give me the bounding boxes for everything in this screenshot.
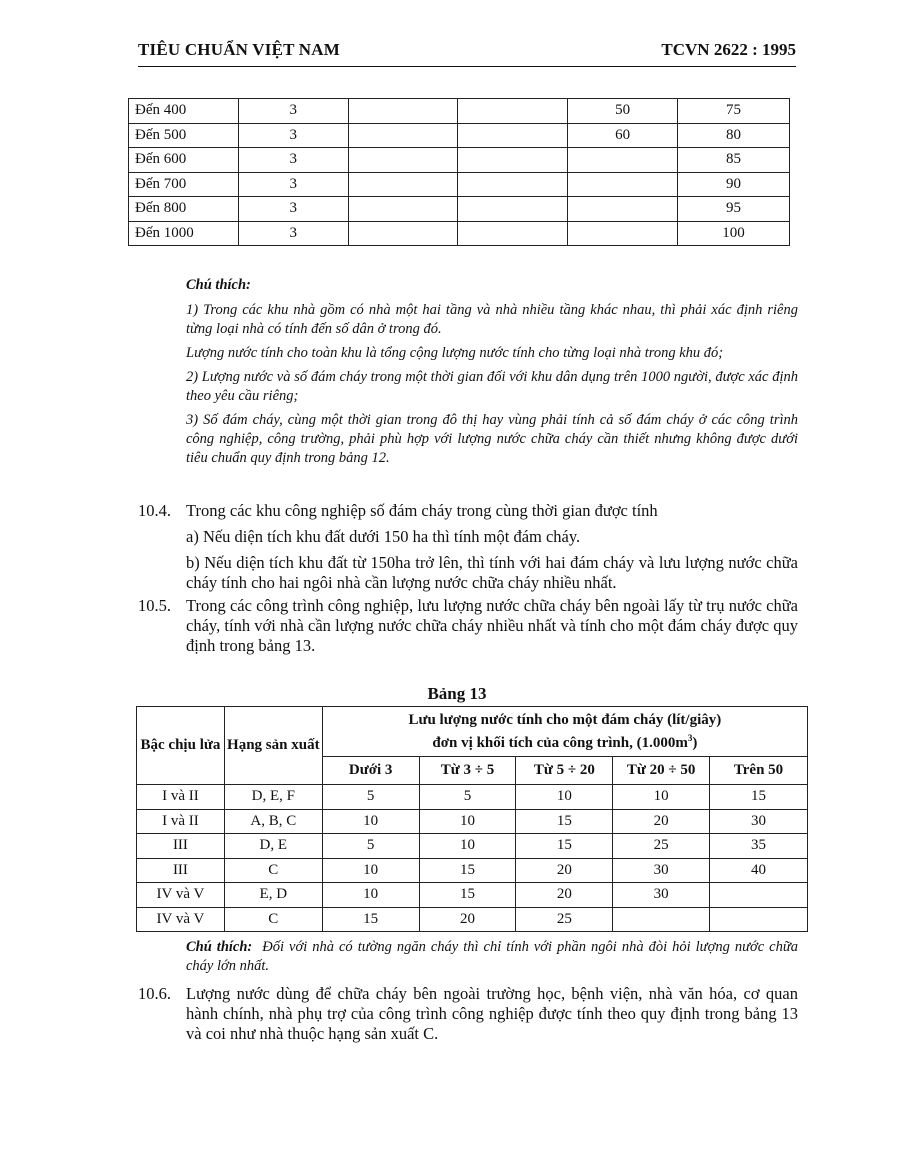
table-cell: 95 xyxy=(678,197,790,222)
table-cell: 20 xyxy=(516,883,613,908)
table-cell: Đến 1000 xyxy=(129,221,239,246)
table-13 xyxy=(136,706,808,932)
table-cell xyxy=(348,123,458,148)
table-cell xyxy=(613,907,710,932)
table-cell: 10 xyxy=(516,785,613,810)
section-10-5 xyxy=(138,596,798,656)
table-cell: Đến 800 xyxy=(129,197,239,222)
table-cell: 10 xyxy=(419,834,516,859)
header-fire-resistance: Bậc chịu lửa xyxy=(137,707,225,785)
table-row xyxy=(129,99,790,124)
table-cell: 3 xyxy=(238,221,348,246)
table-cell: 15 xyxy=(419,858,516,883)
section-item-b: b) Nếu diện tích khu đất từ 150ha trở lên, thì tính với hai đám cháy và lưu lượng nước chữa cháy tính cho hai ngôi nhà cần lượng nước chữa cháy nhiều nhất. xyxy=(186,553,798,592)
table-row xyxy=(129,197,790,222)
subheader-volume-range: Từ 5 ÷ 20 xyxy=(516,757,613,785)
table-cell: 3 xyxy=(238,197,348,222)
note-1b: Lượng nước tính cho toàn khu là tổng cộng lượng nước tính cho từng loại nhà trong khu đó; xyxy=(186,345,724,361)
table-cell: 85 xyxy=(678,148,790,173)
note-2: 2) Lượng nước và số đám cháy trong một thời gian đối với khu dân dụng trên 1000 người, được xác định theo yêu cầu riêng; xyxy=(186,369,798,404)
table-cell: 10 xyxy=(322,809,419,834)
table-cell: IV và V xyxy=(137,907,225,932)
table-row xyxy=(137,858,808,883)
section-10-6 xyxy=(138,984,798,1044)
table-row xyxy=(137,785,808,810)
table-cell xyxy=(458,148,568,173)
header-flow-line-1: Lưu lượng nước tính cho một đám cháy (lít/giây) xyxy=(408,711,722,728)
superscript: 3 xyxy=(687,732,693,743)
table-cell xyxy=(348,172,458,197)
table-cell: 3 xyxy=(238,123,348,148)
table-cell: 25 xyxy=(613,834,710,859)
table-cell: 30 xyxy=(613,858,710,883)
table-cell xyxy=(348,148,458,173)
table-cell: III xyxy=(137,858,225,883)
table-cell xyxy=(348,99,458,124)
table-cell: Đến 700 xyxy=(129,172,239,197)
table-row xyxy=(129,123,790,148)
note-3: 3) Số đám cháy, cùng một thời gian trong đô thị hay vùng phải tính cả số đám cháy ở các công trình công nghiệp, công trường, phải phù hợp với lượng nước chữa cháy cần thiết nhưng không được dưới tiêu chuẩn quy định trong bảng 12. xyxy=(186,412,798,466)
header-flow-line-2: đơn vị khối tích của công trình, $(1.000m^3)$ xyxy=(432,732,698,751)
table-cell: III xyxy=(137,834,225,859)
table-12-continued xyxy=(128,98,790,246)
table-cell: 80 xyxy=(678,123,790,148)
table-cell: 5 xyxy=(419,785,516,810)
table-row xyxy=(129,172,790,197)
section-number: 10.5. xyxy=(138,596,171,615)
table-cell: 10 xyxy=(419,809,516,834)
table-row xyxy=(137,809,808,834)
table-cell xyxy=(458,123,568,148)
table-13-note xyxy=(186,938,798,976)
table-cell: E, D xyxy=(224,883,322,908)
table-cell: 15 xyxy=(322,907,419,932)
table-cell: 20 xyxy=(419,907,516,932)
table-cell xyxy=(568,172,678,197)
table-13-caption: Bảng 13 xyxy=(427,684,487,703)
header-rule xyxy=(138,66,796,67)
table-cell xyxy=(568,197,678,222)
table-cell: 15 xyxy=(419,883,516,908)
section-number: 10.6. xyxy=(138,984,171,1003)
table-row xyxy=(137,883,808,908)
table-cell: 5 xyxy=(322,785,419,810)
subheader-volume-range: Trên 50 xyxy=(710,757,808,785)
subheader-volume-range: Từ 3 ÷ 5 xyxy=(419,757,516,785)
table-row xyxy=(137,907,808,932)
table-cell: 15 xyxy=(516,809,613,834)
section-number: 10.4. xyxy=(138,501,171,520)
table-row xyxy=(137,834,808,859)
section-text: Lượng nước dùng để chữa cháy bên ngoài trường học, bệnh viện, nhà văn hóa, cơ quan hành chính, nhà phụ trợ của công trình công nghiệp được tính theo quy định trong bảng 13 và coi như nhà thuộc hạng sản xuất C. xyxy=(186,984,798,1043)
table-cell xyxy=(458,172,568,197)
table-cell: 10 xyxy=(322,858,419,883)
table-cell: 30 xyxy=(613,883,710,908)
notes-title: Chú thích: xyxy=(186,277,251,293)
subheader-volume-range: Từ 20 ÷ 50 xyxy=(613,757,710,785)
table-cell xyxy=(568,221,678,246)
table-cell xyxy=(348,197,458,222)
table-cell xyxy=(458,197,568,222)
table-cell xyxy=(710,907,808,932)
table-cell: 20 xyxy=(613,809,710,834)
section-item-a: a) Nếu diện tích khu đất dưới 150 ha thì tính một đám cháy. xyxy=(186,527,581,546)
table-cell: Đến 500 xyxy=(129,123,239,148)
table-cell: 25 xyxy=(516,907,613,932)
header-production-class: Hạng sản xuất xyxy=(224,707,322,785)
table-cell: 15 xyxy=(710,785,808,810)
table-cell: 10 xyxy=(613,785,710,810)
table-cell: 5 xyxy=(322,834,419,859)
table-cell: I và II xyxy=(137,809,225,834)
table-cell: 30 xyxy=(710,809,808,834)
table-cell: 15 xyxy=(516,834,613,859)
header-standard-code: TCVN 2622 : 1995 xyxy=(661,40,796,59)
table-cell: D, E, F xyxy=(224,785,322,810)
page-header xyxy=(138,38,796,64)
notes-title: Chú thích: xyxy=(186,939,253,955)
table-cell xyxy=(348,221,458,246)
table-cell xyxy=(710,883,808,908)
table-cell: 10 xyxy=(322,883,419,908)
subheader-volume-range: Dưới 3 xyxy=(322,757,419,785)
header-standard-title: TIÊU CHUẨN VIỆT NAM xyxy=(138,40,341,59)
table-cell: 60 xyxy=(568,123,678,148)
table-12-notes xyxy=(186,276,798,473)
table-cell: D, E xyxy=(224,834,322,859)
table-cell: 3 xyxy=(238,172,348,197)
table-cell: Đến 600 xyxy=(129,148,239,173)
table-cell: 40 xyxy=(710,858,808,883)
table-row xyxy=(129,148,790,173)
table-cell xyxy=(458,221,568,246)
note-text: Đối với nhà có tường ngăn cháy thì chỉ tính với phần ngôi nhà đòi hỏi lượng nước chữa cháy lớn nhất. xyxy=(186,939,799,974)
table-cell: 90 xyxy=(678,172,790,197)
table-cell: A, B, C xyxy=(224,809,322,834)
section-text: Trong các công trình công nghiệp, lưu lượng nước chữa cháy bên ngoài lấy từ trụ nước chữa cháy, tính với nhà cần lượng nước chữa cháy nhiều nhất và tính cho một đám cháy được quy định trong bảng 13. xyxy=(186,596,798,655)
table-cell: 75 xyxy=(678,99,790,124)
note-1: 1) Trong các khu nhà gồm có nhà một hai tầng và nhà nhiều tầng khác nhau, thì phải xác định riêng từng loại nhà có tính đến số dân ở trong đó. xyxy=(186,302,798,337)
table-cell: IV và V xyxy=(137,883,225,908)
table-cell: C xyxy=(224,907,322,932)
table-cell: 20 xyxy=(516,858,613,883)
table-row xyxy=(129,221,790,246)
table-cell: Đến 400 xyxy=(129,99,239,124)
section-text: Trong các khu công nghiệp số đám cháy trong cùng thời gian được tính xyxy=(186,501,658,520)
table-cell: C xyxy=(224,858,322,883)
table-cell: I và II xyxy=(137,785,225,810)
table-cell xyxy=(568,148,678,173)
table-cell: 3 xyxy=(238,99,348,124)
table-cell xyxy=(458,99,568,124)
table-cell: 3 xyxy=(238,148,348,173)
header-flow-rate xyxy=(322,707,807,757)
table-cell: 50 xyxy=(568,99,678,124)
table-cell: 100 xyxy=(678,221,790,246)
table-cell: 35 xyxy=(710,834,808,859)
section-10-4 xyxy=(138,501,798,593)
